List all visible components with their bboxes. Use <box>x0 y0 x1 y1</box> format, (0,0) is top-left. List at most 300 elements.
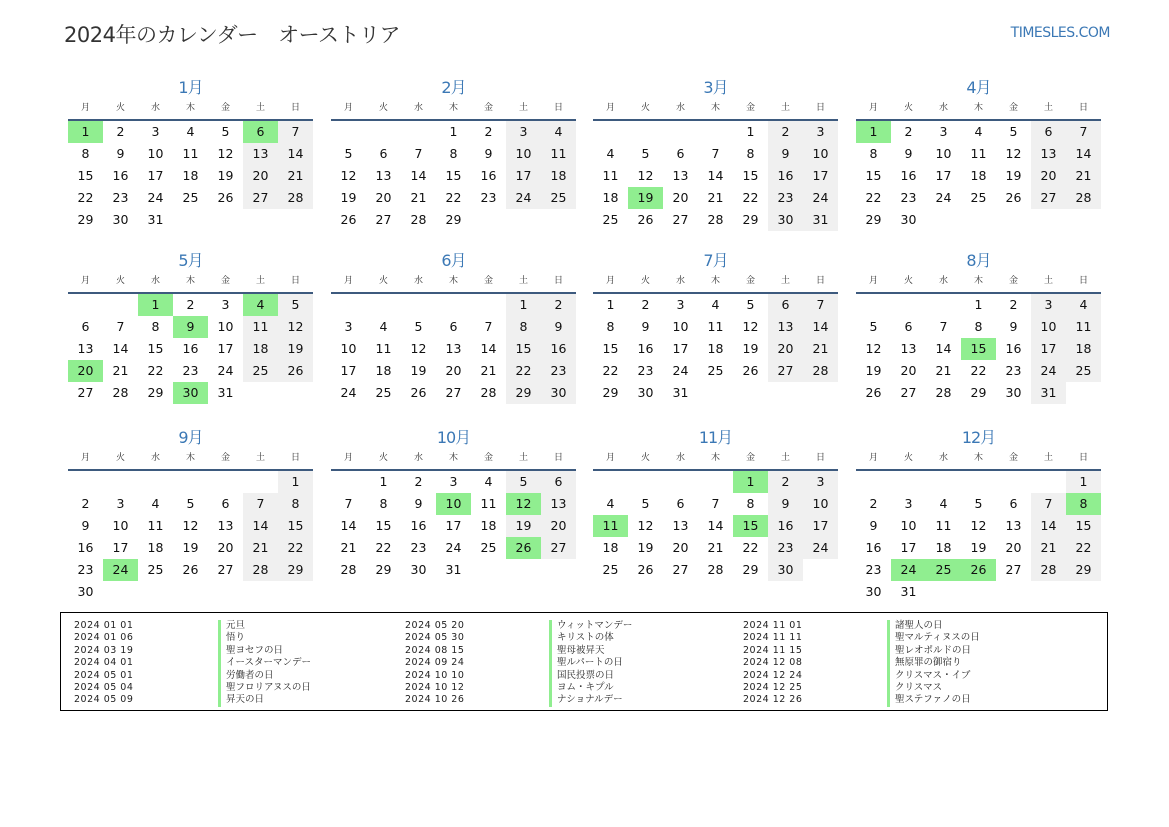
weekday-label: 火 <box>115 276 125 286</box>
day-cell: 11 <box>970 146 987 161</box>
day-cell: 26 <box>182 562 199 577</box>
day-cell: 7 <box>116 319 125 334</box>
legend-row <box>74 645 311 657</box>
day-cell: 8 <box>746 496 755 511</box>
weekday-label: 火 <box>640 103 650 113</box>
day-cell: 7 <box>803 294 838 316</box>
day-cell: 20 <box>541 515 576 537</box>
day-cell: 14 <box>1031 515 1066 537</box>
day-cell: 24 <box>803 187 838 209</box>
holiday-day-cell: 1 <box>138 294 173 316</box>
day-cell: 28 <box>480 385 497 400</box>
day-cell: 3 <box>449 474 458 489</box>
legend-row <box>405 682 632 694</box>
day-cell: 22 <box>602 363 619 378</box>
day-cell: 23 <box>541 360 576 382</box>
weekday-label: 月 <box>868 276 878 286</box>
day-cell: 26 <box>278 360 313 382</box>
weekday-label: 木 <box>710 453 720 463</box>
day-cell: 19 <box>742 341 759 356</box>
day-cell: 25 <box>480 540 497 555</box>
day-cell: 30 <box>77 584 94 599</box>
day-cell: 11 <box>182 146 199 161</box>
holiday-date: 2024 08 15 <box>405 644 465 656</box>
empty-cell <box>471 294 506 316</box>
weekday-label: 金 <box>745 276 755 286</box>
holiday-day-cell: 11 <box>593 515 628 537</box>
month-name: 9月 <box>178 428 203 447</box>
day-cell: 30 <box>637 385 654 400</box>
day-cell: 30 <box>112 212 129 227</box>
weekday-header <box>593 99 838 121</box>
holiday-name: 悟り <box>218 632 245 644</box>
weekday-label: 水 <box>150 276 160 286</box>
day-cell: 29 <box>375 562 392 577</box>
day-cell: 21 <box>340 540 357 555</box>
day-cell: 21 <box>112 363 129 378</box>
day-cell: 24 <box>1031 360 1066 382</box>
weekday-label: 月 <box>868 103 878 113</box>
day-cell: 5 <box>186 496 195 511</box>
day-cell: 2 <box>904 124 913 139</box>
month-9 <box>68 423 313 603</box>
day-grid <box>856 121 1101 231</box>
day-cell: 27 <box>243 187 278 209</box>
weekday-label: 木 <box>448 276 458 286</box>
weekday-label: 土 <box>518 276 528 286</box>
day-cell: 16 <box>900 168 917 183</box>
month-name: 3月 <box>703 78 728 97</box>
day-grid <box>593 121 838 231</box>
day-cell: 31 <box>217 385 234 400</box>
empty-cell <box>1031 471 1066 493</box>
day-cell: 5 <box>746 297 755 312</box>
day-cell: 4 <box>484 474 493 489</box>
day-cell: 29 <box>1066 559 1101 581</box>
day-cell: 2 <box>484 124 493 139</box>
day-cell: 29 <box>278 559 313 581</box>
holiday-date: 2024 05 01 <box>74 669 134 681</box>
day-cell: 21 <box>410 190 427 205</box>
legend-row <box>405 694 632 706</box>
legend-row <box>74 632 311 644</box>
holiday-day-cell: 1 <box>68 121 103 143</box>
empty-cell <box>138 471 173 493</box>
weekday-label: 金 <box>220 103 230 113</box>
empty-cell <box>331 471 366 493</box>
day-cell: 17 <box>803 515 838 537</box>
day-cell: 24 <box>935 190 952 205</box>
day-cell: 6 <box>904 319 913 334</box>
day-cell: 6 <box>1031 121 1066 143</box>
day-cell: 3 <box>803 471 838 493</box>
day-cell: 28 <box>1031 559 1066 581</box>
day-cell: 19 <box>1005 168 1022 183</box>
day-cell: 5 <box>1009 124 1018 139</box>
day-cell: 5 <box>869 319 878 334</box>
day-cell: 17 <box>112 540 129 555</box>
day-cell: 12 <box>182 518 199 533</box>
day-cell: 9 <box>484 146 493 161</box>
day-cell: 28 <box>112 385 129 400</box>
day-cell: 23 <box>182 363 199 378</box>
month-name: 6月 <box>441 251 466 270</box>
day-cell: 22 <box>742 540 759 555</box>
holiday-date: 2024 11 15 <box>743 644 803 656</box>
day-cell: 9 <box>768 143 803 165</box>
day-cell: 5 <box>641 496 650 511</box>
day-cell: 12 <box>970 518 987 533</box>
weekday-label: 月 <box>605 453 615 463</box>
day-cell: 22 <box>970 363 987 378</box>
day-cell: 14 <box>243 515 278 537</box>
day-cell: 9 <box>768 493 803 515</box>
day-cell: 21 <box>707 540 724 555</box>
page-title: 2024年のカレンダー オーストリア <box>64 23 401 47</box>
day-cell: 18 <box>375 363 392 378</box>
day-cell: 6 <box>1009 496 1018 511</box>
day-cell: 14 <box>340 518 357 533</box>
day-cell: 27 <box>1005 562 1022 577</box>
day-cell: 7 <box>278 121 313 143</box>
day-cell: 19 <box>506 515 541 537</box>
day-cell: 24 <box>147 190 164 205</box>
day-cell: 2 <box>186 297 195 312</box>
day-cell: 17 <box>1031 338 1066 360</box>
day-cell: 19 <box>340 190 357 205</box>
empty-cell <box>436 294 471 316</box>
day-cell: 28 <box>935 385 952 400</box>
weekday-label: 月 <box>605 276 615 286</box>
holiday-day-cell: 1 <box>733 471 768 493</box>
day-cell: 27 <box>900 385 917 400</box>
holiday-name: キリストの体 <box>549 632 614 644</box>
holiday-date: 2024 03 19 <box>74 644 134 656</box>
holiday-name: 昇天の日 <box>218 694 264 706</box>
day-grid <box>331 471 576 581</box>
day-cell: 13 <box>768 316 803 338</box>
day-cell: 14 <box>935 341 952 356</box>
month-1 <box>68 73 313 231</box>
month-name: 11月 <box>698 428 733 447</box>
weekday-header <box>856 449 1101 471</box>
day-cell: 19 <box>410 363 427 378</box>
weekday-label: 木 <box>710 103 720 113</box>
day-cell: 15 <box>1066 515 1101 537</box>
day-cell: 12 <box>410 341 427 356</box>
holiday-date: 2024 12 24 <box>743 669 803 681</box>
holiday-date: 2024 05 09 <box>74 694 134 706</box>
day-cell: 25 <box>602 212 619 227</box>
weekday-label: 火 <box>903 103 913 113</box>
day-cell: 17 <box>935 168 952 183</box>
day-cell: 1 <box>278 471 313 493</box>
empty-cell <box>366 121 401 143</box>
day-cell: 27 <box>375 212 392 227</box>
day-cell: 4 <box>606 146 615 161</box>
weekday-label: 火 <box>378 103 388 113</box>
day-cell: 7 <box>711 496 720 511</box>
holiday-name: 労働者の日 <box>218 670 274 682</box>
day-cell: 21 <box>707 190 724 205</box>
weekday-label: 木 <box>973 276 983 286</box>
month-5 <box>68 246 313 404</box>
day-cell: 1 <box>746 124 755 139</box>
month-name: 5月 <box>178 251 203 270</box>
holiday-day-cell: 1 <box>856 121 891 143</box>
day-cell: 20 <box>900 363 917 378</box>
day-cell: 19 <box>865 363 882 378</box>
day-cell: 22 <box>742 190 759 205</box>
day-cell: 3 <box>506 121 541 143</box>
day-cell: 5 <box>414 319 423 334</box>
day-cell: 28 <box>707 212 724 227</box>
weekday-label: 土 <box>255 276 265 286</box>
weekday-label: 木 <box>710 276 720 286</box>
day-cell: 23 <box>77 562 94 577</box>
empty-cell <box>173 471 208 493</box>
day-cell: 17 <box>672 341 689 356</box>
day-cell: 17 <box>217 341 234 356</box>
day-grid <box>68 294 313 404</box>
day-cell: 23 <box>480 190 497 205</box>
holiday-date: 2024 04 01 <box>74 657 134 669</box>
day-cell: 30 <box>410 562 427 577</box>
day-cell: 2 <box>869 496 878 511</box>
holiday-name: 国民投票の日 <box>549 670 614 682</box>
day-grid <box>593 294 838 404</box>
day-cell: 7 <box>484 319 493 334</box>
day-cell: 10 <box>803 143 838 165</box>
day-cell: 29 <box>742 562 759 577</box>
empty-cell <box>891 471 926 493</box>
holiday-day-cell: 12 <box>506 493 541 515</box>
holiday-name: ヨム・キプル <box>549 682 614 694</box>
day-cell: 2 <box>641 297 650 312</box>
holiday-day-cell: 20 <box>68 360 103 382</box>
day-cell: 5 <box>221 124 230 139</box>
holiday-name: 聖ステファノの日 <box>887 694 971 706</box>
day-cell: 30 <box>768 559 803 581</box>
weekday-label: 水 <box>150 103 160 113</box>
weekday-label: 土 <box>780 453 790 463</box>
day-cell: 6 <box>676 496 685 511</box>
holiday-legend <box>60 612 1108 711</box>
day-cell: 10 <box>803 493 838 515</box>
day-cell: 25 <box>602 562 619 577</box>
day-cell: 8 <box>606 319 615 334</box>
weekday-label: 金 <box>745 453 755 463</box>
weekday-label: 木 <box>448 103 458 113</box>
day-cell: 22 <box>506 360 541 382</box>
empty-cell <box>628 121 663 143</box>
day-cell: 22 <box>445 190 462 205</box>
weekday-label: 金 <box>1008 103 1018 113</box>
holiday-date: 2024 09 24 <box>405 657 465 669</box>
day-cell: 13 <box>672 168 689 183</box>
weekday-label: 木 <box>185 453 195 463</box>
day-cell: 16 <box>768 165 803 187</box>
day-cell: 20 <box>243 165 278 187</box>
weekday-label: 木 <box>973 453 983 463</box>
day-cell: 22 <box>147 363 164 378</box>
empty-cell <box>68 471 103 493</box>
day-cell: 23 <box>865 562 882 577</box>
day-cell: 6 <box>81 319 90 334</box>
holiday-date: 2024 05 30 <box>405 632 465 644</box>
day-cell: 15 <box>147 341 164 356</box>
day-cell: 18 <box>541 165 576 187</box>
day-grid <box>331 121 576 231</box>
day-grid <box>856 471 1101 603</box>
day-cell: 2 <box>116 124 125 139</box>
day-cell: 17 <box>803 165 838 187</box>
day-cell: 10 <box>1031 316 1066 338</box>
weekday-label: 日 <box>553 453 563 463</box>
month-10 <box>331 423 576 581</box>
empty-cell <box>103 294 138 316</box>
legend-row <box>405 620 632 632</box>
day-cell: 17 <box>147 168 164 183</box>
day-cell: 21 <box>1031 537 1066 559</box>
weekday-label: 火 <box>115 103 125 113</box>
day-cell: 3 <box>116 496 125 511</box>
holiday-date: 2024 01 06 <box>74 632 134 644</box>
day-cell: 20 <box>445 363 462 378</box>
day-cell: 9 <box>1009 319 1018 334</box>
day-grid <box>68 471 313 603</box>
day-cell: 8 <box>151 319 160 334</box>
day-cell: 3 <box>904 496 913 511</box>
day-cell: 19 <box>970 540 987 555</box>
day-cell: 20 <box>672 190 689 205</box>
legend-row <box>74 657 311 669</box>
legend-row <box>405 632 632 644</box>
day-cell: 5 <box>641 146 650 161</box>
day-cell: 12 <box>217 146 234 161</box>
day-cell: 29 <box>865 212 882 227</box>
day-cell: 20 <box>375 190 392 205</box>
day-cell: 9 <box>541 316 576 338</box>
day-cell: 15 <box>506 338 541 360</box>
empty-cell <box>856 294 891 316</box>
weekday-label: 日 <box>290 276 300 286</box>
day-cell: 6 <box>449 319 458 334</box>
day-cell: 7 <box>414 146 423 161</box>
holiday-day-cell: 9 <box>173 316 208 338</box>
day-cell: 2 <box>1009 297 1018 312</box>
weekday-label: 木 <box>185 103 195 113</box>
day-cell: 19 <box>182 540 199 555</box>
day-cell: 13 <box>217 518 234 533</box>
day-cell: 2 <box>541 294 576 316</box>
day-cell: 4 <box>541 121 576 143</box>
day-cell: 24 <box>803 537 838 559</box>
empty-cell <box>996 471 1031 493</box>
holiday-name: 無原罪の御宿り <box>887 657 962 669</box>
day-cell: 28 <box>1066 187 1101 209</box>
holiday-day-cell: 24 <box>103 559 138 581</box>
weekday-label: 土 <box>1043 103 1053 113</box>
holiday-day-cell: 15 <box>733 515 768 537</box>
day-cell: 10 <box>112 518 129 533</box>
day-cell: 11 <box>541 143 576 165</box>
weekday-label: 金 <box>483 276 493 286</box>
weekday-label: 木 <box>448 453 458 463</box>
day-cell: 14 <box>1066 143 1101 165</box>
holiday-date: 2024 12 25 <box>743 681 803 693</box>
day-cell: 7 <box>939 319 948 334</box>
day-cell: 21 <box>243 537 278 559</box>
weekday-label: 月 <box>605 103 615 113</box>
legend-row <box>743 645 980 657</box>
weekday-label: 月 <box>868 453 878 463</box>
weekday-label: 日 <box>1078 453 1088 463</box>
day-cell: 6 <box>768 294 803 316</box>
legend-row <box>743 620 980 632</box>
empty-cell <box>331 294 366 316</box>
month-2 <box>331 73 576 231</box>
day-cell: 10 <box>147 146 164 161</box>
day-cell: 8 <box>746 146 755 161</box>
day-cell: 20 <box>1005 540 1022 555</box>
day-cell: 25 <box>375 385 392 400</box>
weekday-label: 木 <box>185 276 195 286</box>
day-cell: 20 <box>672 540 689 555</box>
day-cell: 11 <box>602 168 619 183</box>
day-cell: 26 <box>410 385 427 400</box>
day-cell: 2 <box>81 496 90 511</box>
weekday-label: 月 <box>343 276 353 286</box>
weekday-label: 金 <box>1008 276 1018 286</box>
day-cell: 24 <box>445 540 462 555</box>
day-cell: 26 <box>637 212 654 227</box>
day-cell: 18 <box>707 341 724 356</box>
site-brand[interactable]: TIMESLES.COM <box>1010 25 1110 41</box>
empty-cell <box>593 471 628 493</box>
day-cell: 4 <box>606 496 615 511</box>
empty-cell <box>366 294 401 316</box>
day-cell: 22 <box>865 190 882 205</box>
legend-row <box>743 670 980 682</box>
day-cell: 29 <box>970 385 987 400</box>
day-cell: 28 <box>340 562 357 577</box>
day-cell: 15 <box>445 168 462 183</box>
weekday-label: 日 <box>553 103 563 113</box>
weekday-header <box>331 272 576 294</box>
day-cell: 13 <box>77 341 94 356</box>
legend-column <box>74 620 311 707</box>
day-cell: 18 <box>970 168 987 183</box>
day-grid <box>331 294 576 404</box>
day-cell: 14 <box>707 168 724 183</box>
day-cell: 19 <box>217 168 234 183</box>
day-cell: 2 <box>768 471 803 493</box>
day-cell: 30 <box>768 209 803 231</box>
day-cell: 23 <box>410 540 427 555</box>
weekday-label: 土 <box>1043 276 1053 286</box>
weekday-label: 金 <box>220 453 230 463</box>
day-cell: 27 <box>672 212 689 227</box>
day-cell: 15 <box>602 341 619 356</box>
weekday-label: 水 <box>413 276 423 286</box>
day-cell: 4 <box>1066 294 1101 316</box>
day-cell: 5 <box>506 471 541 493</box>
day-cell: 13 <box>445 341 462 356</box>
day-cell: 10 <box>935 146 952 161</box>
day-cell: 15 <box>375 518 392 533</box>
day-cell: 4 <box>711 297 720 312</box>
